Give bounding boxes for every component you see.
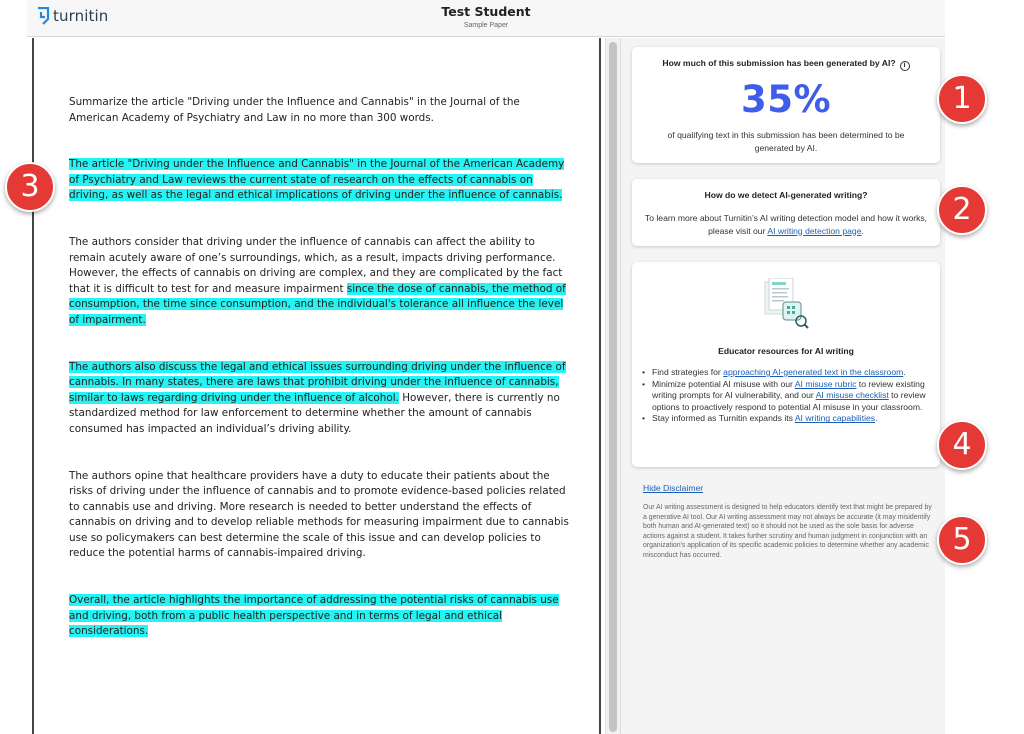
submission-title xyxy=(27,4,945,29)
resource-list-item xyxy=(642,413,926,425)
callout-badge-2: 2 xyxy=(937,185,987,235)
resources-illustration-icon xyxy=(763,278,809,330)
detection-info-card xyxy=(632,179,940,246)
callout-badge-1: 1 xyxy=(937,74,987,124)
document-left-border xyxy=(32,38,34,734)
document-paragraph xyxy=(69,95,569,126)
document-paragraph xyxy=(69,235,569,329)
document-text xyxy=(69,95,569,671)
document-paragraph xyxy=(69,157,569,204)
hide-disclaimer-link[interactable]: Hide Disclaimer xyxy=(643,483,704,493)
resource-text: . xyxy=(903,367,906,377)
info-icon[interactable]: i xyxy=(900,61,910,71)
document-text-segment: Summarize the article "Driving under the Influence and Cannabis" in the Journal of the American Academy of Psychiatry and Law in no more than 300 words. xyxy=(69,96,520,124)
document-paragraph xyxy=(69,360,569,438)
callout-badge-5: 5 xyxy=(937,515,987,565)
educator-resources-list xyxy=(642,367,926,425)
ai-highlighted-text: since the dose of cannabis, the method of consumption, the time since consumption, and the individual's tolerance all influence the level of impairment. xyxy=(69,282,566,326)
resource-link[interactable]: approaching AI-generated text in the classroom xyxy=(723,367,904,377)
student-name: Test Student xyxy=(441,4,531,19)
document-paragraph xyxy=(69,469,569,563)
resource-text: Stay informed as Turnitin expands its xyxy=(652,413,795,424)
callout-badge-3: 3 xyxy=(5,162,55,212)
paper-name: Sample Paper xyxy=(463,22,509,29)
ai-highlighted-text: The authors also discuss the legal and ethical issues surrounding driving under the influence of cannabis. In many states, there are laws that prohibit driving under the influence of cannabis, similar to laws regarding driving under the influence of alcohol. xyxy=(69,360,566,404)
document-right-border xyxy=(599,38,601,734)
top-bar xyxy=(27,0,945,37)
resource-text: Find strategies for xyxy=(652,367,724,377)
detection-title: How do we detect AI-generated writing? xyxy=(704,190,868,200)
detection-text xyxy=(640,212,932,237)
resource-link[interactable]: AI writing capabilities xyxy=(794,413,876,424)
ai-question: How much of this submission has been generated by AI? xyxy=(662,58,896,68)
document-text-segment: The authors opine that healthcare providers have a duty to educate their patients about the risks of driving under the influence of cannabis and to promote evidence-based policies related to cannabis use and driving. More research is needed to better understand the effects of cannabis on driving and to develop reliable methods for measuring impairment due to cannabis use so policymakers can best determine the scale of this issue and can develop policies to reduce the potential harms of cannabis-impaired driving. xyxy=(69,469,569,560)
scrollbar-thumb[interactable] xyxy=(609,42,617,732)
ai-question-row xyxy=(632,58,940,71)
document-text-segment: However, there is currently no standardized method for law enforcement to determine whether the amount of cannabis consumed has impacted an individual’s driving ability. xyxy=(69,391,560,435)
document-text-segment: The authors consider that driving under the influence of cannabis can affect the ability to remain acutely aware of one’s surroundings, which, as a result, impacts driving performance. However, the effects of cannabis on driving are complex, and they are complicated by the fact that it is difficult to test for and measure impairment xyxy=(69,235,563,295)
ai-description: of qualifying text in this submission has been determined to be generated by AI. xyxy=(667,130,905,153)
callout-badge-4: 4 xyxy=(937,420,987,470)
educator-resources-card xyxy=(632,262,940,467)
disclaimer-text: Our AI writing assessment is designed to help educators identify text that might be prepared by a generative AI tool. Our AI writing assessment may not always be accurate (it may misidentify both human and AI-generated text) so it should not be used as the sole basis for adverse actions against a student. It takes further scrutiny and human judgment in conjunction with an organization's application of its specific academic policies to determine whether any academic misconduct has occurred. xyxy=(643,504,932,559)
detection-text-after: . xyxy=(861,225,864,236)
resource-list-item xyxy=(642,379,926,414)
document-scrollbar[interactable] xyxy=(605,38,621,734)
resource-list-item xyxy=(642,367,926,379)
ai-highlighted-text: The article "Driving under the Influence and Cannabis" in the Journal of the American Academy of Psychiatry and Law reviews the current state of research on the effects of cannabis on driving, as well as the legal and ethical implications of driving under the influence of cannabis. xyxy=(69,158,565,202)
resource-text: to review options to proactively respond to potential AI misuse in your classroom. xyxy=(652,390,926,412)
logo-text: turnitin xyxy=(53,7,109,25)
ai-highlighted-text: Overall, the article highlights the importance of addressing the potential risks of cannabis use and driving, both from a public health perspective and in terms of legal and ethical considerations. xyxy=(69,594,559,638)
detection-text-before: To learn more about Turnitin’s AI writing detection model and how it works, please visit our xyxy=(644,213,928,236)
resource-text: . xyxy=(875,413,878,424)
ai-side-panel xyxy=(621,38,945,734)
detection-page-link[interactable]: AI writing detection page xyxy=(767,225,862,236)
ai-score-card xyxy=(632,47,940,163)
resource-link[interactable]: AI misuse checklist xyxy=(815,390,889,401)
resource-link[interactable]: AI misuse rubric xyxy=(794,378,857,389)
educator-resources-title: Educator resources for AI writing xyxy=(718,346,854,356)
resource-text: Minimize potential AI misuse with our xyxy=(652,378,795,389)
resource-text: to review existing writing prompts for AI vulnerability, and our xyxy=(652,378,925,401)
ai-percentage: 35% xyxy=(740,78,832,121)
document-paragraph xyxy=(69,593,569,640)
